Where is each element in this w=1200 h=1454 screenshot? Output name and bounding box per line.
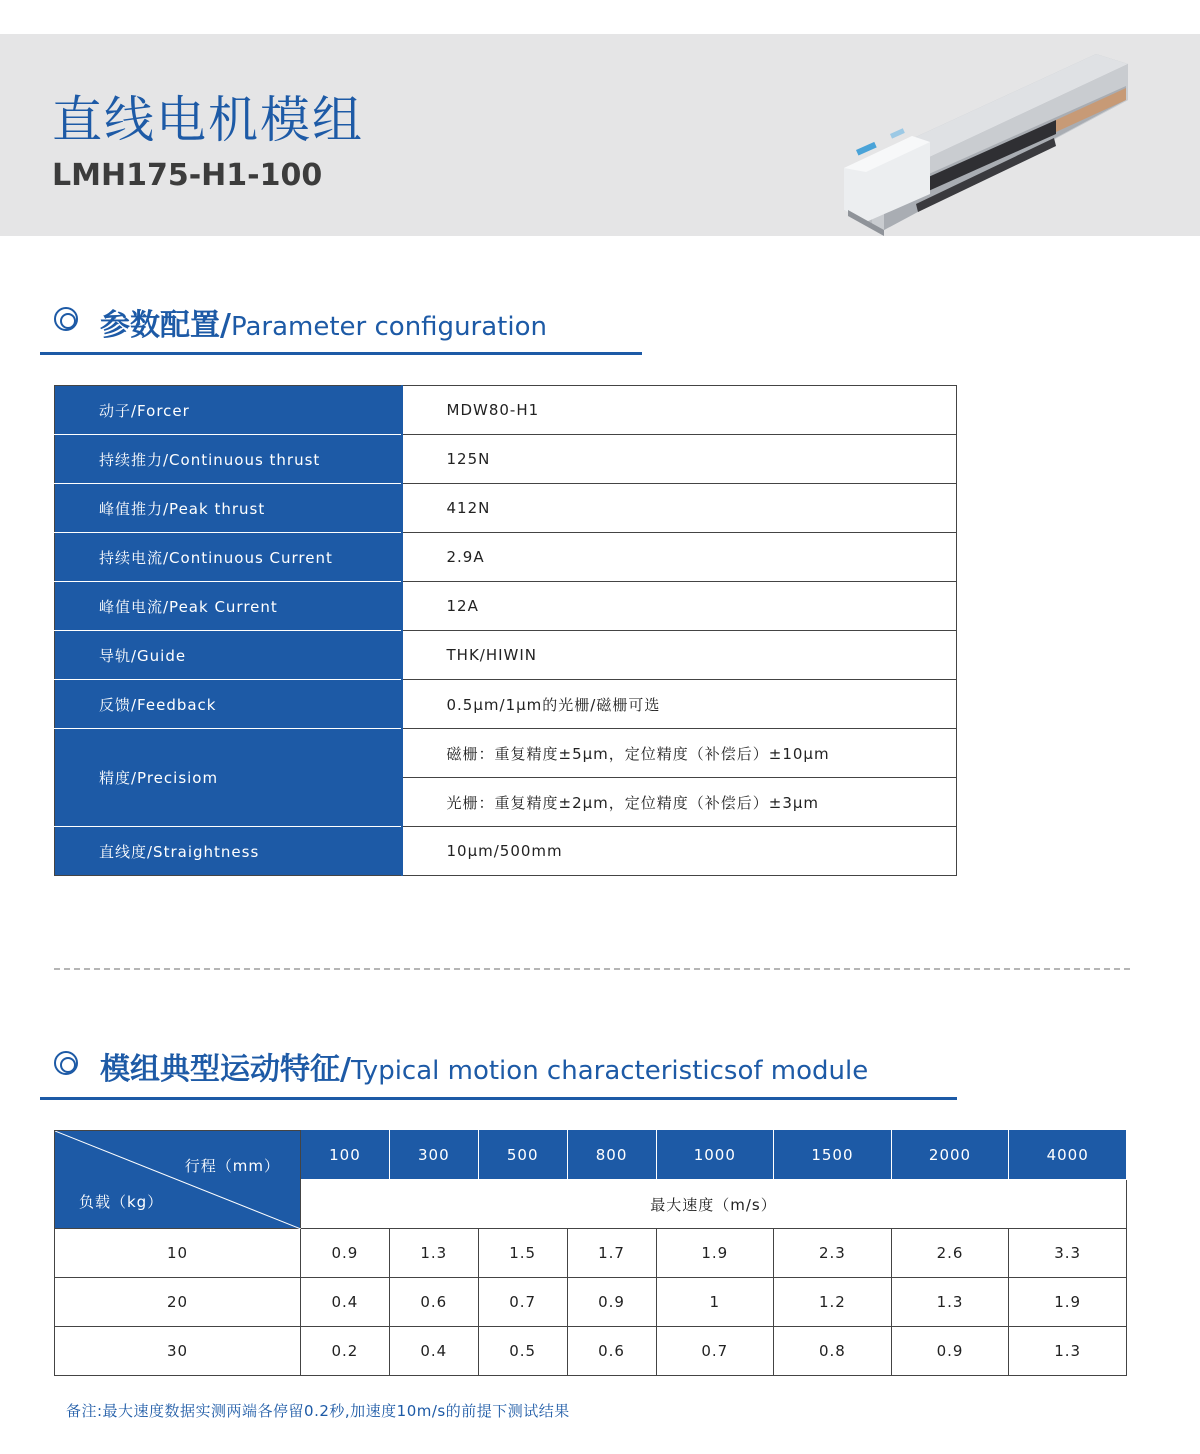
speed-cell: 0.9 (891, 1327, 1009, 1376)
param-value: 10μm/500mm (402, 827, 957, 876)
table-corner-header (55, 1131, 301, 1229)
table-row (55, 533, 957, 582)
speed-cell: 2.3 (774, 1229, 892, 1278)
speed-cell: 1.3 (1009, 1327, 1127, 1376)
stroke-header: 300 (389, 1131, 478, 1180)
table-row (55, 386, 957, 435)
speed-cell: 1.2 (774, 1278, 892, 1327)
speed-cell: 0.7 (478, 1278, 567, 1327)
param-key: 峰值推力/Peak thrust (55, 484, 402, 533)
param-value: MDW80-H1 (402, 386, 957, 435)
speed-cell: 3.3 (1009, 1229, 1127, 1278)
param-key: 动子/Forcer (55, 386, 402, 435)
stroke-header: 800 (567, 1131, 656, 1180)
table-row (55, 827, 957, 876)
speed-cell: 1.5 (478, 1229, 567, 1278)
param-key: 持续推力/Continuous thrust (55, 435, 402, 484)
stroke-header: 4000 (1009, 1131, 1127, 1180)
section-title-motion (100, 1044, 868, 1088)
section-title-en: Parameter configuration (230, 312, 547, 342)
table-row (55, 1131, 1127, 1180)
stroke-header: 500 (478, 1131, 567, 1180)
speed-cell: 0.9 (301, 1229, 390, 1278)
speed-cell: 1.7 (567, 1229, 656, 1278)
table-row (55, 1327, 1127, 1376)
table-row (55, 680, 957, 729)
speed-subheader: 最大速度（m/s） (301, 1180, 1127, 1229)
section-title-en: Typical motion characteristicsof module (350, 1056, 869, 1086)
param-key: 持续电流/Continuous Current (55, 533, 402, 582)
param-value: 2.9A (402, 533, 957, 582)
motion-table (54, 1130, 1127, 1376)
param-value: 412N (402, 484, 957, 533)
speed-cell: 1 (656, 1278, 774, 1327)
table-row (55, 1278, 1127, 1327)
param-value: 0.5μm/1μm的光栅/磁栅可选 (402, 680, 957, 729)
param-key: 精度/Precisiom (55, 729, 402, 827)
speed-cell: 0.7 (656, 1327, 774, 1376)
param-key: 峰值电流/Peak Current (55, 582, 402, 631)
load-label: 负载（kg） (79, 1193, 164, 1211)
speed-cell: 0.5 (478, 1327, 567, 1376)
speed-cell: 1.9 (1009, 1278, 1127, 1327)
speed-cell: 0.2 (301, 1327, 390, 1376)
page-title: 直线电机模组 (52, 91, 364, 149)
param-value: 磁栅：重复精度±5μm，定位精度（补偿后）±10μm (402, 729, 957, 778)
parameter-table (54, 385, 957, 876)
load-value: 10 (55, 1229, 301, 1278)
param-key: 导轨/Guide (55, 631, 402, 680)
param-value: 光栅：重复精度±2μm，定位精度（补偿后）±3μm (402, 778, 957, 827)
section-title-cn: 参数配置/ (100, 308, 231, 343)
speed-cell: 0.6 (567, 1327, 656, 1376)
speed-cell: 2.6 (891, 1229, 1009, 1278)
load-value: 20 (55, 1278, 301, 1327)
section-title-parameters (100, 300, 547, 344)
target-icon (54, 1051, 78, 1075)
section-underline (40, 1097, 957, 1100)
stroke-header: 1000 (656, 1131, 774, 1180)
param-key: 反馈/Feedback (55, 680, 402, 729)
table-row (55, 729, 957, 778)
load-value: 30 (55, 1327, 301, 1376)
speed-cell: 0.4 (389, 1327, 478, 1376)
speed-cell: 0.8 (774, 1327, 892, 1376)
param-key: 直线度/Straightness (55, 827, 402, 876)
table-row (55, 1229, 1127, 1278)
stroke-header: 1500 (774, 1131, 892, 1180)
model-number: LMH175-H1-100 (52, 158, 323, 193)
param-value: 12A (402, 582, 957, 631)
param-value: THK/HIWIN (402, 631, 957, 680)
product-image (826, 34, 1136, 236)
stroke-header: 100 (301, 1131, 390, 1180)
dashed-divider (54, 968, 1130, 970)
stroke-label: 行程（mm） (184, 1157, 280, 1175)
speed-cell: 0.9 (567, 1278, 656, 1327)
table-row (55, 435, 957, 484)
speed-cell: 1.3 (891, 1278, 1009, 1327)
table-row (55, 582, 957, 631)
section-underline (40, 352, 642, 355)
speed-cell: 1.3 (389, 1229, 478, 1278)
section-title-cn: 模组典型运动特征/ (100, 1052, 351, 1087)
table-row (55, 484, 957, 533)
param-value: 125N (402, 435, 957, 484)
footnote: 备注:最大速度数据实测两端各停留0.2秒,加速度10m/s的前提下测试结果 (66, 1402, 570, 1420)
target-icon (54, 307, 78, 331)
speed-cell: 0.6 (389, 1278, 478, 1327)
diagonal-line (55, 1131, 301, 1229)
speed-cell: 1.9 (656, 1229, 774, 1278)
table-row (55, 631, 957, 680)
stroke-header: 2000 (891, 1131, 1009, 1180)
speed-cell: 0.4 (301, 1278, 390, 1327)
